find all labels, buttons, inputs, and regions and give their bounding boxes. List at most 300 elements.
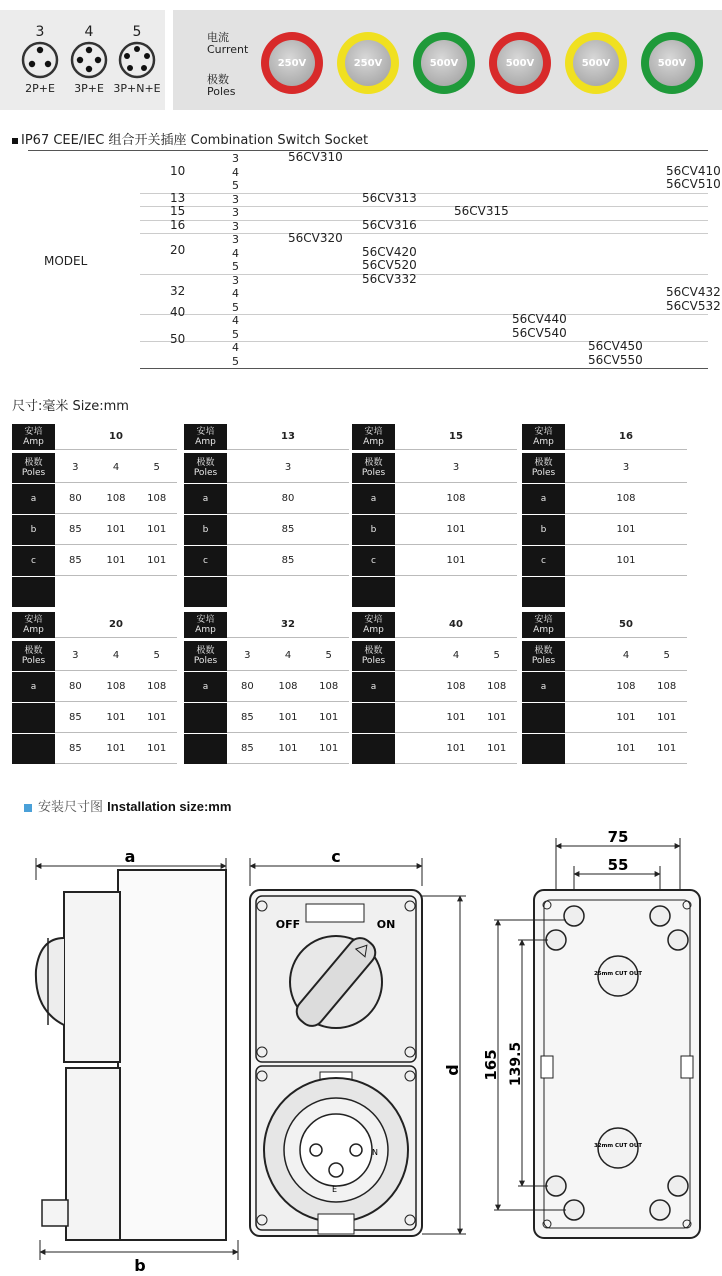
amp-row-label [12,424,55,450]
model-code: 56CV510 [666,177,721,191]
poles-row [352,641,517,671]
row-label-text: Poles [531,468,556,478]
poles-label [207,74,236,98]
dim-a-row-label [522,484,565,514]
dim-c-row [352,546,517,576]
row-label-text: c [541,556,546,566]
dim-a-row-values [55,672,177,702]
cell-value: 101 [616,712,636,723]
model-title-text: IP67 CEE/IEC 组合开关插座 Combination Switch Socket [21,133,369,148]
dim-a-row [12,672,177,702]
size-table-50a [522,612,687,765]
dim-c-row [184,734,349,764]
cell-value: 85 [281,524,295,535]
dim-a-row [352,672,517,702]
model-code: 56CV540 [512,325,567,340]
dim-c-row-values [565,734,687,764]
size-section-title: 尺寸:毫米 Size:mm [12,399,129,414]
row-label-text: Poles [193,656,218,666]
plug-pins-count: 5 [132,24,142,40]
row-label-text: Poles [193,468,218,478]
row-label-text: Poles [21,468,46,478]
amp-row-values [395,612,517,638]
row-label-text: Amp [363,625,384,635]
poles-row-values [565,641,687,671]
cell-value: 16 [619,431,633,442]
voltage-ring-icon [489,32,551,94]
dim-c-row [522,546,687,576]
voltage-label: 250V [277,57,307,69]
cell-value: 3 [72,462,79,473]
current-label-cn: 电流 [207,31,229,44]
amp-value: 10 [170,163,186,178]
pin-e-label: E [332,1185,338,1194]
cell-value: 85 [68,712,82,723]
voltage-ring-icon [413,32,475,94]
cell-value: 101 [319,743,339,754]
dim-b-row-values [227,703,349,733]
cell-value: 5 [325,650,332,661]
size-table-20a [12,612,177,765]
model-code: 56CV432 [666,285,721,299]
dim-b-row-values [55,703,177,733]
blank-row-label [12,577,55,607]
dim-75-label: 75 [607,828,629,846]
dim-b-row-values [395,515,517,545]
poles-value: 5 [232,354,239,368]
row-label-text: Amp [363,437,384,447]
cell-value: 40 [449,619,463,630]
model-code: 56CV315 [454,204,509,218]
cell-value: 3 [72,650,79,661]
dim-a-row-values [395,672,517,702]
amp-row [522,424,687,450]
dim-b-row-label [522,703,565,733]
dim-b-row [522,515,687,545]
cell-value: 85 [240,712,254,723]
amp-row-label [184,612,227,638]
poles-label-en: Poles [207,85,236,98]
row-label-text: a [540,494,547,504]
voltage-label: 500V [429,57,459,69]
size-table-32a [184,612,349,765]
plug-pin-panel [0,10,165,110]
row-separator [140,206,708,207]
cell-value: 13 [281,431,295,442]
cell-value: 5 [663,650,670,661]
dim-b-row-label [12,515,55,545]
model-section-title [12,129,368,148]
dim-b-row-values [227,515,349,545]
blank-row-label [352,577,395,607]
cell-value: 3 [284,462,292,473]
voltage-ring-icon [337,32,399,94]
poles-value: 5 [232,260,239,273]
model-code: 56CV440 [512,312,567,326]
row-label-text: a [30,494,37,504]
cell-value: 10 [109,431,123,442]
cell-value: 85 [240,743,254,754]
dim-c-row-label [522,734,565,764]
cell-value: 108 [319,681,339,692]
amp-value: 20 [170,243,186,258]
dim-c-row [184,546,349,576]
dim-a-row-label [522,672,565,702]
row-label-text: Amp [23,437,44,447]
dim-165-label: 165 [482,1049,500,1081]
cell-value: 85 [68,524,82,535]
blank-row [184,577,349,607]
cell-value: 108 [446,681,466,692]
cell-value: 80 [281,493,295,504]
amp-row-values [565,424,687,450]
row-label-text: b [370,525,377,535]
cell-value: 101 [616,555,636,566]
amp-value: 40 [170,305,186,320]
model-label: MODEL [44,254,88,268]
on-label: ON [376,918,396,931]
plug-pins-count: 3 [35,24,45,40]
poles-row-label [184,641,227,671]
poles-row-values [227,453,349,483]
dim-c-row-values [395,734,517,764]
dim-c-row-label [12,734,55,764]
poles-row-label [12,641,55,671]
row-label-text: 极数 [534,458,553,468]
title-bullet-icon [24,804,32,812]
amp-row-label [184,424,227,450]
dim-d-label: d [443,1064,462,1076]
plug-pins-count: 4 [84,24,94,40]
cell-value: 101 [147,743,167,754]
cutout-top-label: 25mm CUT OUT [593,971,643,977]
plug-4pin [64,24,114,95]
row-label-text: 极数 [196,646,215,656]
amp-row-label [12,612,55,638]
poles-row-values [55,453,177,483]
side-view-drawing [36,847,238,1275]
title-bullet-icon [12,138,18,144]
cell-value: 3 [622,462,630,473]
poles-row-values [227,641,349,671]
amp-row [184,424,349,450]
poles-value: 3 [232,152,239,165]
dim-a-row-values [227,672,349,702]
cell-value: 85 [68,743,82,754]
dim-c-row [12,734,177,764]
dim-a-row-values [395,484,517,514]
dim-c-label: c [331,847,341,866]
current-rating-panel [173,10,722,110]
amp-row-label [352,424,395,450]
dim-a-row [184,672,349,702]
poles-value: 3 [232,273,239,287]
blank-row-label [522,577,565,607]
row-label-text: Amp [23,625,44,635]
dim-a-row [522,484,687,514]
row-label-text: a [370,682,377,692]
poles-value: 3 [232,219,239,233]
cell-value: 101 [106,524,126,535]
cell-value: 101 [446,712,466,723]
poles-row-label [12,453,55,483]
cell-value: 101 [106,712,126,723]
cell-value: 3 [244,650,251,661]
row-label-text: 极数 [364,458,383,468]
amp-row-values [565,612,687,638]
dim-55-label: 55 [607,856,629,874]
voltage-label: 500V [581,57,611,69]
cell-value: 20 [109,619,123,630]
model-code: 56CV316 [362,217,417,232]
cell-value: 5 [493,650,500,661]
row-label-text: c [371,556,376,566]
poles-row-label [352,641,395,671]
cell-value: 101 [147,712,167,723]
voltage-ring-center [649,40,695,86]
installation-title [24,796,231,815]
row-label-text: 安培 [196,615,215,625]
amp-row-label [352,612,395,638]
size-table-13a [184,424,349,608]
cell-value: 108 [616,493,636,504]
amp-row [352,612,517,638]
model-code: 56CV420 [362,244,417,259]
dim-a-row [352,484,517,514]
row-label-text: a [540,682,547,692]
column-top-rule [424,150,490,151]
blank-row [352,577,517,607]
plug-5pin-icon [117,40,157,80]
voltage-ring-center [345,40,391,86]
amp-row-values [227,424,349,450]
plug-4pin-icon [69,40,109,80]
cell-value: 101 [657,712,677,723]
cell-value: 4 [452,650,460,661]
cell-value: 4 [622,650,630,661]
cell-value: 101 [106,743,126,754]
cell-value: 101 [487,743,507,754]
plug-label: 3P+N+E [113,82,161,95]
cell-value: 101 [616,524,636,535]
voltage-ring-icon [565,32,627,94]
blank-row-values [395,577,517,607]
poles-value: 3 [232,206,239,219]
voltage-label: 500V [505,57,535,69]
amp-row [12,612,177,638]
row-label-text: 极数 [534,646,553,656]
cell-value: 108 [147,493,167,504]
back-view-drawing [482,828,700,1238]
row-label-text: Poles [361,468,386,478]
dim-c-row-values [565,546,687,576]
cell-value: 108 [106,681,126,692]
amp-value: 13 [170,190,186,205]
model-table [28,150,721,372]
amp-row [184,612,349,638]
poles-value: 4 [232,287,239,300]
row-label-text: c [203,556,208,566]
dim-a-row [522,672,687,702]
dim-c-row [352,734,517,764]
size-table-16a [522,424,687,608]
row-label-text: c [31,556,36,566]
voltage-ring-center [421,40,467,86]
cell-value: 4 [112,462,120,473]
poles-value: 5 [232,327,239,341]
row-separator [140,193,708,194]
row-label-text: Amp [533,625,554,635]
row-separator [140,314,708,315]
dim-a-row-label [352,484,395,514]
dim-b-row [522,703,687,733]
dim-a-row-label [12,672,55,702]
amp-row-values [227,612,349,638]
poles-row-values [395,453,517,483]
dim-a-row-values [565,484,687,514]
dim-b-row [12,515,177,545]
plug-3pin [15,24,65,95]
poles-row [12,453,177,483]
poles-value: 5 [232,300,239,314]
dim-a-label: a [124,847,136,866]
cell-value: 3 [452,462,460,473]
cell-value: 85 [68,555,82,566]
voltage-ring-center [497,40,543,86]
cell-value: 108 [446,493,466,504]
plug-5pin [112,24,162,95]
dim-c-row [12,546,177,576]
row-label-text: Poles [21,656,46,666]
poles-value: 4 [232,246,239,260]
model-code: 56CV410 [666,163,721,178]
off-label: OFF [275,918,301,931]
blank-row-values [55,577,177,607]
size-table-15a [352,424,517,608]
dim-139-label: 139.5 [508,1041,524,1087]
amp-value: 15 [170,204,186,218]
cell-value: 5 [153,462,160,473]
row-label-text: 安培 [534,427,553,437]
cell-value: 101 [319,712,339,723]
cell-value: 108 [278,681,298,692]
blank-row-values [227,577,349,607]
installation-drawing [0,820,722,1276]
poles-value: 3 [232,233,239,246]
row-label-text: Poles [361,656,386,666]
cell-value: 50 [619,619,633,630]
row-label-text: 安培 [24,427,43,437]
poles-row-label [522,453,565,483]
row-label-text: Amp [533,437,554,447]
row-separator [140,368,708,369]
cell-value: 80 [68,493,82,504]
column-top-rule [348,150,416,151]
poles-row [522,453,687,483]
cell-value: 101 [616,743,636,754]
row-label-text: a [370,494,377,504]
poles-value: 4 [232,165,239,179]
dim-c-row-values [55,546,177,576]
dim-a-row-values [55,484,177,514]
row-label-text: a [202,682,209,692]
blank-row-values [565,577,687,607]
dim-b-row-label [352,515,395,545]
poles-value: 4 [232,314,239,327]
amp-row-values [55,424,177,450]
current-label-en: Current [207,43,249,56]
cell-value: 101 [106,555,126,566]
dim-a-row-label [184,484,227,514]
blank-row [12,577,177,607]
poles-row [522,641,687,671]
pin-n-label: N [372,1148,378,1157]
cell-value: 101 [147,555,167,566]
size-table-40a [352,612,517,765]
amp-value: 32 [170,283,186,298]
row-label-text: 安培 [364,615,383,625]
cell-value: 85 [281,555,295,566]
dim-c-row-label [12,546,55,576]
dim-a-row-label [352,672,395,702]
model-code: 56CV332 [362,271,417,286]
cell-value: 108 [106,493,126,504]
row-label-text: a [202,494,209,504]
poles-label-cn: 极数 [207,73,229,86]
dim-b-row [12,703,177,733]
voltage-ring-center [269,40,315,86]
column-top-rule [140,150,266,151]
dim-b-label: b [134,1256,146,1275]
poles-row-label [352,453,395,483]
row-label-text: Amp [195,437,216,447]
amp-row-label [522,424,565,450]
dim-c-row-label [352,734,395,764]
cell-value: 101 [446,524,466,535]
cell-value: 101 [446,555,466,566]
plug-label: 2P+E [25,82,55,95]
cell-value: 80 [240,681,254,692]
row-label-text: 极数 [24,646,43,656]
poles-row [184,641,349,671]
poles-row-label [522,641,565,671]
voltage-ring-icon [261,32,323,94]
model-code: 56CV532 [666,298,721,313]
dim-a-row [184,484,349,514]
poles-row-values [565,453,687,483]
dim-c-row-label [352,546,395,576]
dim-b-row [352,703,517,733]
amp-value: 16 [170,217,186,232]
column-top-rule [498,150,566,151]
row-separator [140,274,708,275]
column-top-rule [574,150,644,151]
plug-3pin-icon [20,40,60,80]
cutout-bottom-label: 32mm CUT OUT [593,1143,643,1149]
row-label-text: b [540,525,547,535]
row-label-text: 安培 [534,615,553,625]
dim-c-row-values [55,734,177,764]
voltage-label: 500V [657,57,687,69]
front-view-drawing [250,847,466,1236]
dim-a-row-values [565,672,687,702]
dim-c-row-values [395,546,517,576]
installation-title-cn: 安装尺寸图 [38,800,104,815]
dim-b-row-values [565,703,687,733]
row-label-text: Poles [531,656,556,666]
dim-c-row-label [184,546,227,576]
dim-b-row-values [55,515,177,545]
